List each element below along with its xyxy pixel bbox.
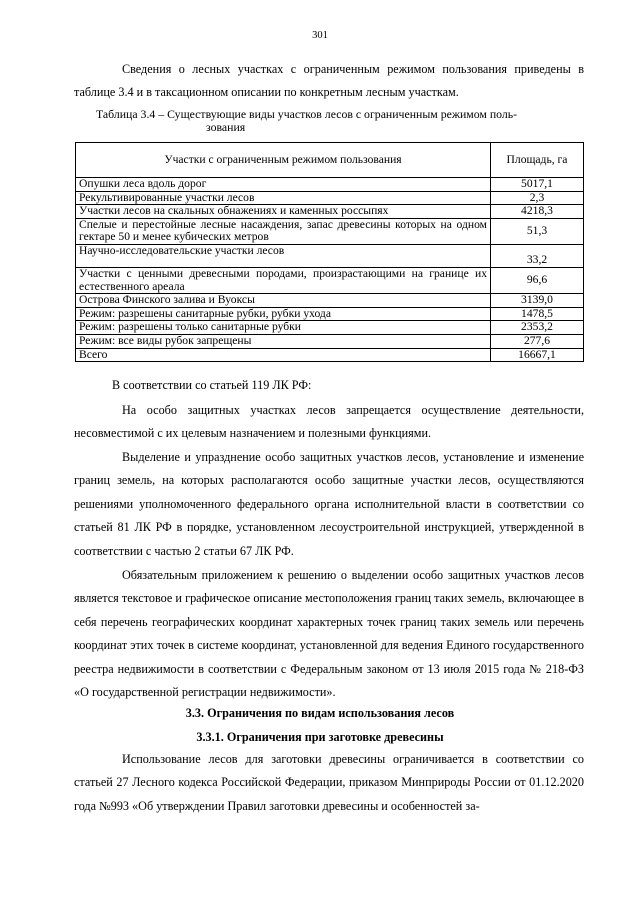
table-caption-line-2: зования <box>206 120 246 134</box>
row-name: Участки с ценными древесными породами, произрастающими на границе их естественного ареала <box>76 267 491 293</box>
table-row <box>76 334 584 348</box>
row-area: 5017,1 <box>491 178 584 192</box>
row-area: 2,3 <box>491 191 584 205</box>
restricted-areas-table <box>75 142 584 362</box>
table-row <box>76 191 584 205</box>
row-area: 277,6 <box>491 334 584 348</box>
intro-paragraph: Сведения о лесных участках с ограниченным режимом пользования приведены в таблице 3.4 и в таксационном описании по конкретным лесным участкам. <box>74 62 584 100</box>
row-area: 2353,2 <box>491 321 584 335</box>
row-name: Рекультивированные участки лесов <box>76 191 491 205</box>
header-area: Площадь, га <box>491 143 584 178</box>
table-caption <box>96 108 586 134</box>
header-name: Участки с ограниченным режимом пользования <box>76 143 491 178</box>
row-name: Спелые и перестойные лесные насаждения, запас древесины которых на одном гектаре 50 и менее кубических метров <box>76 218 491 244</box>
paragraph-mandatory-annex: Обязательным приложением к решению о выделении особо защитных участков лесов является текстовое и графическое описание местоположения границ таких земель, включающее в себя перечень географических координат характерных точек границ таких земель или перечень координат этих точек в системе координат, установленной для ведения Единого государственного реестра недвижимости в соответствии с Федеральным законом от 13 июля 2015 года № 218-ФЗ «О государственной регистрации недвижимости». <box>74 568 584 700</box>
table-header-row <box>76 143 584 178</box>
table-row <box>76 205 584 219</box>
row-area: 51,3 <box>491 218 584 244</box>
row-area: 4218,3 <box>491 205 584 219</box>
row-name: Режим: разрешены только санитарные рубки <box>76 321 491 335</box>
row-name: Режим: разрешены санитарные рубки, рубки ухода <box>76 307 491 321</box>
row-area: 33,2 <box>491 244 584 267</box>
table-caption-line-1: Таблица 3.4 – Существующие виды участков лесов с ограниченным режимом поль- <box>96 107 518 121</box>
table-row <box>76 218 584 244</box>
table-row <box>76 267 584 293</box>
table-row <box>76 178 584 192</box>
table-row <box>76 244 584 267</box>
table-row-total <box>76 348 584 362</box>
paragraph-article-119: В соответствии со статьей 119 ЛК РФ: <box>112 378 312 392</box>
page-number: 301 <box>312 30 328 41</box>
section-heading: 3.3. Ограничения по видам использования лесов <box>185 706 455 720</box>
table-row <box>76 307 584 321</box>
row-name: Всего <box>76 348 491 362</box>
table-row <box>76 321 584 335</box>
row-area: 3139,0 <box>491 294 584 308</box>
row-name: Опушки леса вдоль дорог <box>76 178 491 192</box>
table-row <box>76 294 584 308</box>
paragraph-timber-harvesting: Использование лесов для заготовки древесины ограничивается в соответствии со статьей 27 Лесного кодекса Российской Федерации, приказом Минприроды России от 01.12.2020 года №993 «Об утверждении Правил заготовки древесины и особенностей за- <box>74 752 584 813</box>
subsection-heading: 3.3.1. Ограничения при заготовке древесины <box>196 730 444 744</box>
row-name: Научно-исследовательские участки лесов <box>76 244 491 267</box>
row-area: 1478,5 <box>491 307 584 321</box>
paragraph-allocation: Выделение и упразднение особо защитных участков лесов, установление и изменение границ земель, на которых располагаются особо защитные участки лесов, осуществляются решениями уполномоченного федерального органа исполнительной власти в соответствии со статьей 81 ЛК РФ в порядке, установленном лесоустроительной инструкцией, утвержденной в соответствии с частью 2 статьи 67 ЛК РФ. <box>74 450 584 558</box>
row-area: 16667,1 <box>491 348 584 362</box>
row-name: Режим: все виды рубок запрещены <box>76 334 491 348</box>
paragraph-prohibition: На особо защитных участках лесов запрещается осуществление деятельности, несовместимой с их целевым назначением и полезными функциями. <box>74 403 584 441</box>
row-name: Участки лесов на скальных обнажениях и каменных россыпях <box>76 205 491 219</box>
row-name: Острова Финского залива и Вуоксы <box>76 294 491 308</box>
row-area: 96,6 <box>491 267 584 293</box>
